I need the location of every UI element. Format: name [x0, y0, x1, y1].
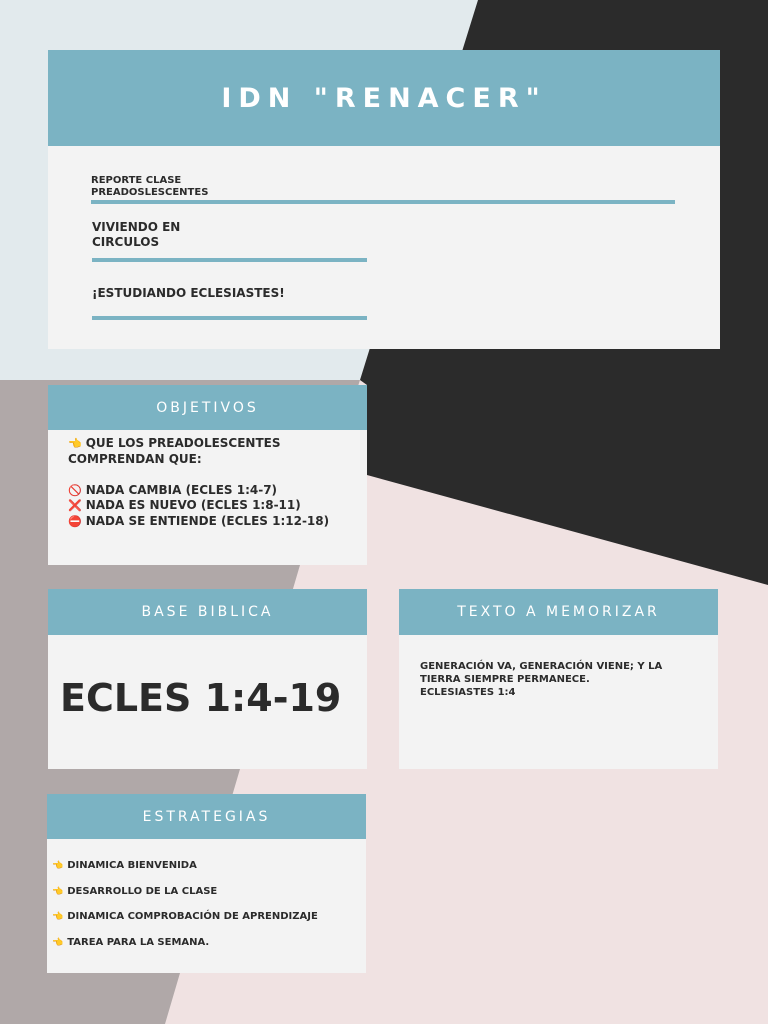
objetivo-item: [68, 483, 329, 499]
prohibited-icon: 🚫: [68, 483, 82, 497]
topic-label: [92, 220, 180, 250]
objetivo-text: NADA SE ENTIENDE (ECLES 1:12-18): [85, 513, 330, 528]
header-card: [48, 50, 720, 349]
estrategia-text: DINAMICA COMPROBACIÓN DE APRENDIZAJE: [67, 911, 318, 922]
report-line-1: REPORTE CLASE: [91, 175, 182, 186]
estrategia-item: [52, 886, 318, 912]
texto-memorizar-title: TEXTO A MEMORIZAR: [457, 604, 660, 620]
objetivo-text: NADA ES NUEVO (ECLES 1:8-11): [85, 498, 301, 512]
report-line-2: PREADOSLESCENTES: [91, 187, 209, 198]
objetivos-title: OBJETIVOS: [156, 399, 259, 416]
topic-divider: [92, 258, 367, 262]
topic-line-1: VIVIENDO EN: [92, 220, 181, 234]
estrategia-item: [52, 911, 318, 937]
pointing-hand-icon: 👈: [52, 886, 64, 897]
pointing-hand-icon: 👈: [52, 912, 64, 922]
no-entry-icon: ⛔: [68, 514, 82, 528]
base-biblica-card: [48, 589, 367, 769]
estrategia-text: TAREA PARA LA SEMANA.: [67, 936, 210, 948]
bible-reference: ECLES 1:4-19: [60, 676, 342, 720]
estrategias-list: [52, 860, 318, 962]
cross-mark-icon: ❌: [68, 499, 82, 512]
texto-memorizar-card: [399, 589, 718, 769]
estrategias-title-bar: [47, 794, 366, 839]
blank-line: [68, 467, 329, 483]
pointing-hand-icon: 👈: [68, 437, 82, 450]
memory-verse-line-1: GENERACIÓN VA, GENERACIÓN VIENE; Y LA: [420, 661, 663, 672]
header-title-bar: [48, 50, 720, 146]
estrategia-item: [52, 860, 318, 886]
estrategia-item: [52, 937, 318, 963]
objetivos-title-bar: [48, 385, 367, 430]
objetivos-intro: [68, 436, 329, 452]
estrategias-title: ESTRATEGIAS: [142, 808, 271, 825]
base-biblica-title: BASE BIBLICA: [141, 604, 274, 620]
estrategia-text: DESARROLLO DE LA CLASE: [67, 885, 218, 897]
objetivo-item: [68, 498, 329, 514]
objetivos-intro-line-1: QUE LOS PREADOLESCENTES: [85, 436, 281, 450]
objetivo-item: [68, 514, 329, 530]
memory-verse: [420, 660, 662, 699]
memory-verse-line-2: TIERRA SIEMPRE PERMANECE.: [420, 674, 590, 685]
texto-memorizar-title-bar: [399, 589, 718, 635]
estrategias-card: [47, 794, 366, 973]
objetivos-card: [48, 385, 367, 565]
pointing-hand-icon: 👈: [52, 861, 64, 871]
subtitle-divider: [92, 316, 367, 320]
report-divider: [91, 200, 675, 204]
page-title: IDN "RENACER": [221, 82, 547, 114]
base-biblica-title-bar: [48, 589, 367, 635]
report-label: [91, 175, 208, 199]
objetivos-intro-line-2: COMPRENDAN QUE:: [68, 451, 202, 466]
objetivo-text: NADA CAMBIA (ECLES 1:4-7): [85, 482, 278, 497]
study-subtitle: ¡ESTUDIANDO ECLESIASTES!: [92, 286, 285, 300]
pointing-hand-icon: 👈: [52, 937, 64, 948]
memory-verse-reference: ECLESIASTES 1:4: [420, 687, 516, 698]
estrategia-text: DINAMICA BIENVENIDA: [67, 860, 197, 871]
objetivos-content: [68, 436, 329, 529]
topic-line-2: CIRCULOS: [92, 235, 160, 249]
